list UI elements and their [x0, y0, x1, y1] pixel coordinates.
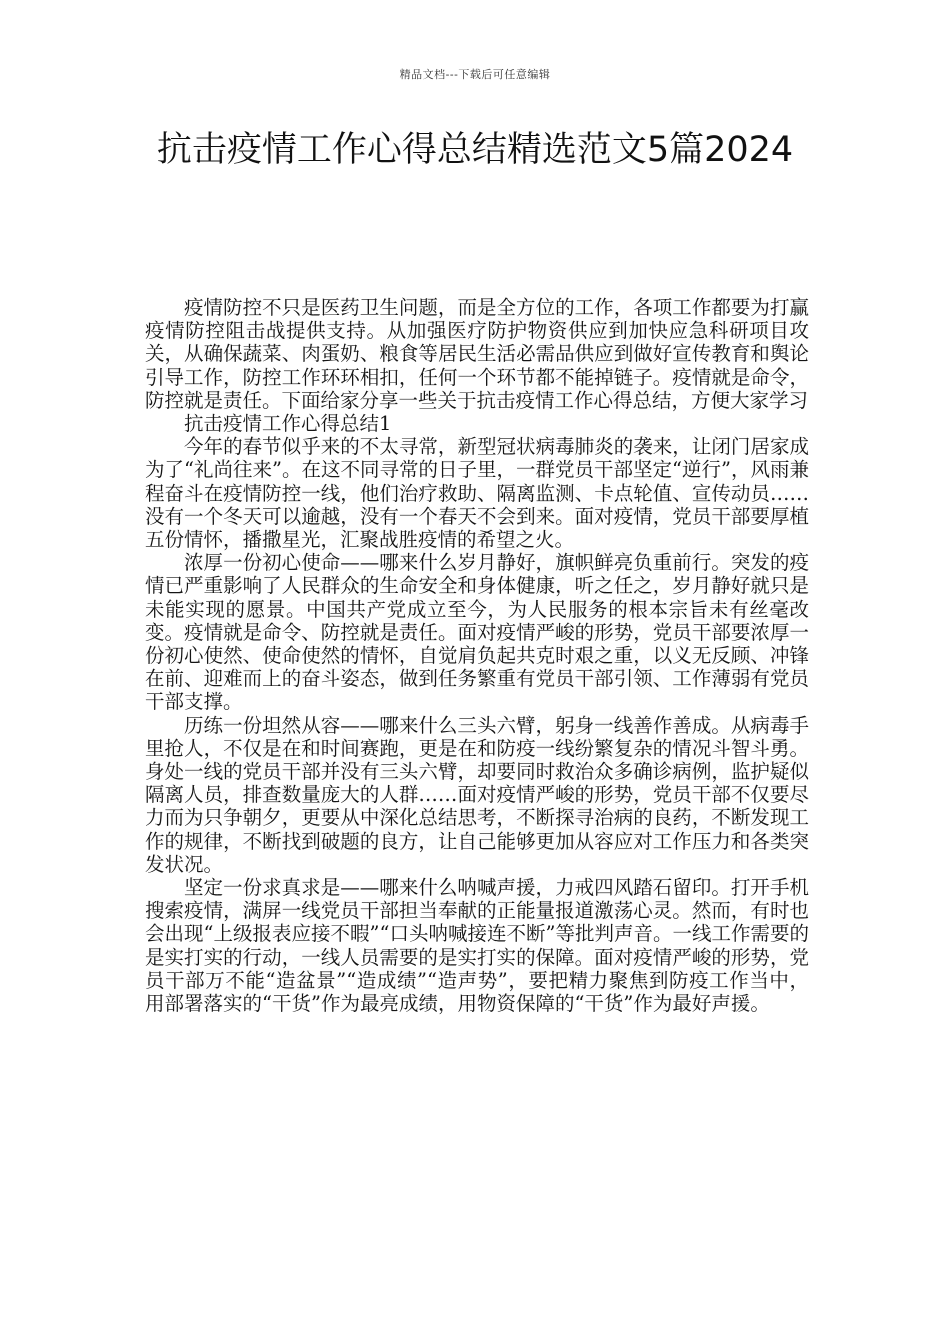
- section-heading: 抗击疫情工作心得总结1: [184, 412, 392, 436]
- header-note: 精品文档---下载后可任意编辑: [399, 68, 551, 81]
- body-paragraph: 浓厚一份初心使命——哪来什么岁月静好，旗帜鲜亮负重前行。突发的疫情已严重影响了人民群众的生命安全和身体健康，听之任之，岁月静好就只是未能实现的愿景。中国共产党成立至今，为人民服务的根本宗旨未有丝毫改变。疫情就是命令、防控就是责任。面对疫情严峻的形势，党员干部要浓厚一份初心使然、使命使然的情怀，自觉肩负起共克时艰之重，以义无反顾、冲锋在前、迎难而上的奋斗姿态，做到任务繁重有党员干部引领、工作薄弱有党员干部支撑。: [145, 551, 809, 714]
- document-body: [145, 296, 809, 1015]
- intro-paragraph: 疫情防控不只是医药卫生问题，而是全方位的工作，各项工作都要为打赢疫情防控阻击战提供支持。从加强医疗防护物资供应到加快应急科研项目攻关，从确保蔬菜、肉蛋奶、粮食等居民生活必需品供应到做好宣传教育和舆论引导工作，防控工作环环相扣，任何一个环节都不能掉链子。疫情就是命令，防控就是责任。下面给家分享一些关于抗击疫情工作心得总结，方便大家学习: [145, 296, 809, 412]
- body-paragraph: 今年的春节似乎来的不太寻常，新型冠状病毒肺炎的袭来，让闭门居家成为了“礼尚往来”。在这不同寻常的日子里，一群党员干部坚定“逆行”，风雨兼程奋斗在疫情防控一线，他们治疗救助、隔离监测、卡点轮值、宣传动员……没有一个冬天可以逾越，没有一个春天不会到来。面对疫情，党员干部要厚植五份情怀，播撒星光，汇聚战胜疫情的希望之火。: [145, 435, 809, 552]
- body-paragraph: 历练一份坦然从容——哪来什么三头六臂，躬身一线善作善成。从病毒手里抢人，不仅是在和时间赛跑，更是在和防疫一线纷繁复杂的情况斗智斗勇。身处一线的党员干部并没有三头六臂，却要同时救治众多确诊病例，监护疑似隔离人员，排查数量庞大的人群……面对疫情严峻的形势，党员干部不仅要尽力而为只争朝夕，更要从中深化总结思考，不断探寻治病的良药，不断发现工作的规律，不断找到破题的良方，让自己能够更加从容应对工作压力和各类突发状况。: [145, 713, 809, 876]
- body-paragraph: 坚定一份求真求是——哪来什么呐喊声援，力戒四风踏石留印。打开手机搜索疫情，满屏一线党员干部担当奉献的正能量报道激荡心灵。然而，有时也会出现“上级报表应接不暇”“口头呐喊接连不断”等批判声音。一线工作需要的是实打实的行动，一线人员需要的是实打实的保障。面对疫情严峻的形势，党员干部万不能“造盆景”“造成绩”“造声势”，要把精力聚焦到防疫工作当中，用部署落实的“干货”作为最亮成绩，用物资保障的“干货”作为最好声援。: [145, 876, 809, 1016]
- document-title: 抗击疫情工作心得总结精选范文5篇2024: [156, 130, 794, 170]
